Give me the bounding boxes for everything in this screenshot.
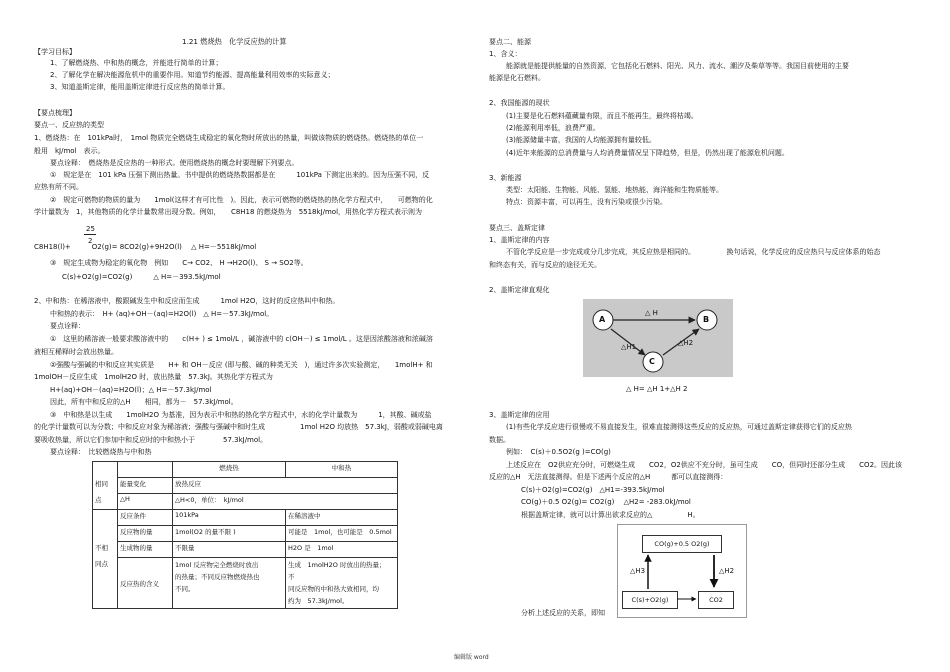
- neutral-line-10: ③ 中和热是以生成 1molH2O 为基准，因为表示中和热的热化学方程式中，水的化学计量数为 1，其酸、碱或盐: [50, 411, 432, 419]
- neutral-line-4: ① 这里的稀溶液一般要求酸溶液中的 c(H+ ) ≤ 1mol/L ，碱溶液中的 c(OH－) ≤ 1mol/L 。这是因浓酸溶液和浓碱溶: [50, 335, 433, 343]
- neutral-line-13: 要点诠释： 比较燃烧热与中和热: [50, 448, 152, 456]
- p2-header: 要点二、能源: [489, 38, 531, 46]
- row-meaning-neutral-line: 同反应物的中和热大致相同，均: [288, 585, 379, 593]
- burn-line-4: ① 规定是在 101 kPa 压强下测出热量。书中提供的燃烧热数据都是在 101kPa 下测定出来的。因为压强不同，反: [50, 171, 430, 179]
- co-box-bottom-right: CO2: [698, 591, 734, 609]
- hess-arrow-ac: [611, 329, 645, 355]
- row-product-neutral: H2O 是 1mol: [286, 542, 398, 558]
- neutral-line-9: 因此，所有中和反应的△H 相同，都为－ 57.3kJ/mol。: [50, 398, 238, 406]
- row-energy-label: 能量变化: [118, 478, 173, 494]
- co-dh3-label: △H3: [630, 567, 646, 575]
- app-line: 根据盖斯定律，就可以计算出欲求反应的△ H。: [521, 511, 700, 519]
- neutral-line-3: 要点诠释：: [50, 322, 85, 330]
- page-title: 1.21 燃烧热 化学反应热的计算: [182, 37, 287, 46]
- row-reactant-burn: 1mol(O2 的量不限 ): [173, 526, 286, 542]
- same-label-2: 点: [93, 494, 118, 510]
- footer: 编辑版 word: [454, 654, 489, 661]
- burn-line-5: 应热有所不同。: [34, 183, 83, 191]
- hess-dh-1: △H1: [621, 343, 637, 351]
- hess-dh-top: △ H: [645, 309, 658, 317]
- row-meaning-neutral: [286, 558, 398, 609]
- co-diagram: [617, 524, 747, 618]
- objective-2: 2、了解化学在解决能源危机中的重要作用。知道节约能源、提高能量利用效率的实际意义；: [50, 71, 335, 79]
- diff-label-2: 同点: [93, 558, 118, 609]
- row-meaning-neutral-line: 生成 1molH2O 时放出的热量； 不: [288, 561, 389, 581]
- p2-line: (1)主要是化石燃料蕴藏量有限，而且不能再生，最终将枯竭。: [506, 112, 698, 120]
- hess-label-a: A: [599, 315, 606, 324]
- p3-line: 不管化学反应是一步完成或分几步完成，其反应热是相同的。 换句话说，化学反应的反应热只与反应体系的始态: [506, 248, 881, 256]
- neutral-line-5: 液相互稀释时会放出热量。: [34, 348, 118, 356]
- app-line: 例如： C(s)＋0.5O2(g )=CO(g): [506, 448, 611, 456]
- diff-label-1: 不相: [93, 542, 118, 558]
- row-condition-label: 反应条件: [118, 510, 173, 526]
- hess-dh-2: △H2: [678, 339, 694, 347]
- neutral-line-1: 2、中和热：在稀溶液中，酸跟碱发生中和反应而生成 1mol H2O，这时的反应热叫中和热。: [34, 297, 340, 305]
- hess-diagram-svg: [583, 299, 733, 377]
- neutral-line-6: ②强酸与强碱的中和反应其实质是 H+ 和 OH－反应 (即与酸、碱的种类无关 )，通过许多次实验测定， 1molH+ 和: [50, 361, 433, 369]
- row-meaning-burn-line: 不同。: [175, 585, 195, 593]
- equation-1: C8H18(l)+ O2(g)= 8CO2(g)+9H2O(l) △ H=－5518kJ/mol: [34, 243, 257, 251]
- row-meaning-neutral-line: 约为 57.3kJ/mol。: [288, 597, 349, 605]
- row-meaning-burn: [173, 558, 286, 609]
- app-line: (1)有些化学反应进行很慢或不易直接发生，很难直接测得这些反应的反应热，可通过盖斯定律获得它们的反应热: [506, 423, 852, 431]
- neutral-line-11: 的化学计量数可以为分数；中和反应对象为稀溶液；强酸与强碱中和时生成 1mol H2O 均放热 57.3kJ，弱酸或弱碱电离: [34, 423, 443, 431]
- burn-line-3: 要点诠释： 燃烧热是反应热的一种形式。使用燃烧热的概念时要理解下列要点。: [50, 159, 299, 167]
- burn-line-2: 般用 kJ/mol 表示。: [34, 147, 105, 155]
- burn-line-7: 学计量数为 1，其他物质的化学计量数常出现分数。例如， C8H18 的燃烧热为 5518kJ/mol，用热化学方程式表示则为: [34, 208, 423, 216]
- row-meaning-label: 反应热的含义: [118, 558, 173, 609]
- fraction-numerator: 25: [86, 225, 95, 233]
- co-box-top: CO(g)+0.5 O2(g): [642, 535, 722, 553]
- p2-line: 类型：太阳能、生物能、风能、氢能、地热能、海洋能和生物质能等。: [506, 186, 723, 194]
- objectives-header: 【学习目标】: [34, 48, 76, 56]
- row-reactant-label: 反应物的量: [118, 526, 173, 542]
- row-meaning-burn-line: 的热量；不同反应物燃烧热也: [175, 573, 260, 581]
- p2-line: 能源就是能提供能量的自然资源，它包括化石燃料、阳光、风力、流水、潮汐及柴草等等。我国目前使用的主要: [506, 62, 849, 70]
- app-line: 数据。: [489, 436, 510, 444]
- equation-2: C(s)+O2(g)=CO2(g) △ H=－393.5kJ/mol: [62, 273, 221, 281]
- p3-line: 1、盖斯定律的内容: [489, 236, 550, 244]
- table-header-neutral: 中和热: [286, 462, 398, 478]
- row-dh-label: △H: [118, 494, 173, 510]
- p2-line: 2、我国能源的现状: [489, 99, 550, 107]
- row-energy-value: 放热反应: [173, 478, 398, 494]
- p3-line: 2、盖斯定律直观化: [489, 286, 550, 294]
- fraction-denominator: 2: [88, 237, 93, 245]
- co-box-bottom-left: C(s)+O2(g): [622, 591, 678, 609]
- p2-line: 特点：资源丰富，可以再生，没有污染或很少污染。: [506, 198, 667, 206]
- table-header-burn: 燃烧热: [173, 462, 286, 478]
- point1-header: 要点一、反应热的类型: [34, 121, 104, 129]
- hess-label-b: B: [703, 315, 710, 324]
- p2-line: 1、含义：: [489, 50, 522, 58]
- app-line: 上述反应在 O2供应充分时，可燃烧生成 CO2，O2供应不充分时，虽可生成 CO，但同时还部分生成 CO2。因此该: [506, 461, 903, 469]
- burn-line-1: 1、燃烧热：在 101kPa时， 1mol 物质完全燃烧生成稳定的氧化物时所放出的热量，叫做该物质的燃烧热。燃烧热的单位一: [34, 134, 424, 142]
- neutral-line-12: 要吸收热量，所以它们参加中和反应时的中和热小于 57.3kJ/mol。: [34, 436, 268, 444]
- neutral-line-2: 中和热的表示： H+ (aq)+OH－(aq)=H2O(l) △ H=－57.3kJ/mol。: [50, 310, 274, 318]
- app-line: 反应的△H 无法直接测得。但是下述两个反应的△H 都可以直接测得：: [489, 473, 728, 481]
- hess-label-c: C: [649, 357, 655, 366]
- neutral-line-8: H+(aq)+OH－(aq)=H2O(l)；△ H=－57.3kJ/mol: [50, 386, 212, 394]
- p2-line: (2)能源利用率低，浪费严重。: [506, 124, 600, 132]
- app-line: 3、盖斯定律的应用: [489, 411, 550, 419]
- points-header: 【要点梳理】: [34, 109, 76, 117]
- burn-line-6: ② 规定可燃物的物质的量为 1mol(这样才有可比性 )。因此，表示可燃物的燃烧热的热化学方程式中， 可燃物的化: [50, 196, 433, 204]
- objective-1: 1、了解燃烧热、中和热的概念，并能进行简单的计算；: [50, 59, 223, 67]
- fraction-bar: [84, 234, 96, 235]
- p2-line: 能源是化石燃料。: [489, 74, 545, 82]
- row-product-label: 生成物的量: [118, 542, 173, 558]
- p3-header: 要点三、盖斯定律: [489, 224, 545, 232]
- p2-line: 3、新能源: [489, 174, 522, 182]
- app-line: C(s)＋O2(g)=CO2(g) △H1=-393.5kJ/mol: [521, 486, 665, 494]
- same-label-1: 相同: [93, 478, 118, 494]
- comparison-table: [92, 461, 398, 609]
- co-dh2-label: △H2: [719, 567, 735, 575]
- neutral-line-7: 1molOH－反应生成 1molH2O 时，放出热量 57.3kJ。其热化学方程式为: [34, 373, 273, 381]
- row-reactant-neutral: 可能是 1mol，也可能是 0.5mol: [286, 526, 398, 542]
- p2-line: (3)能源储量丰富，我国的人均能源拥有量较低。: [506, 136, 656, 144]
- row-product-burn: 不限量: [173, 542, 286, 558]
- stable-note: ③ 规定生成物为稳定的氧化物 例如 C→ CO2、 H →H2O(l)、 S → SO2等。: [50, 259, 308, 267]
- app-line: CO(g)＋0.5 O2(g)= CO2(g) △H2= -283.0kJ/mol: [521, 498, 691, 506]
- app-line: 分析上述反应的关系，即知: [521, 609, 605, 617]
- row-condition-neutral: 在稀溶液中: [286, 510, 398, 526]
- p3-line: 和终态有关，而与反应的途径无关。: [489, 261, 601, 269]
- row-condition-burn: 101kPa: [173, 510, 286, 526]
- hess-diagram: [583, 299, 733, 377]
- row-meaning-burn-line: 1mol 反应物完全燃烧时放出: [175, 561, 259, 569]
- row-dh-value: △H<0，单位： kJ/mol: [173, 494, 398, 510]
- objective-3: 3、知道盖斯定律，能用盖斯定律进行反应热的简单计算。: [50, 83, 230, 91]
- p2-line: (4)近年来能源的总消费量与人均消费量情况呈下降趋势，但是，仍然出现了能源危机问题。: [506, 149, 789, 157]
- hess-caption: △ H= △H 1+△H 2: [626, 385, 688, 393]
